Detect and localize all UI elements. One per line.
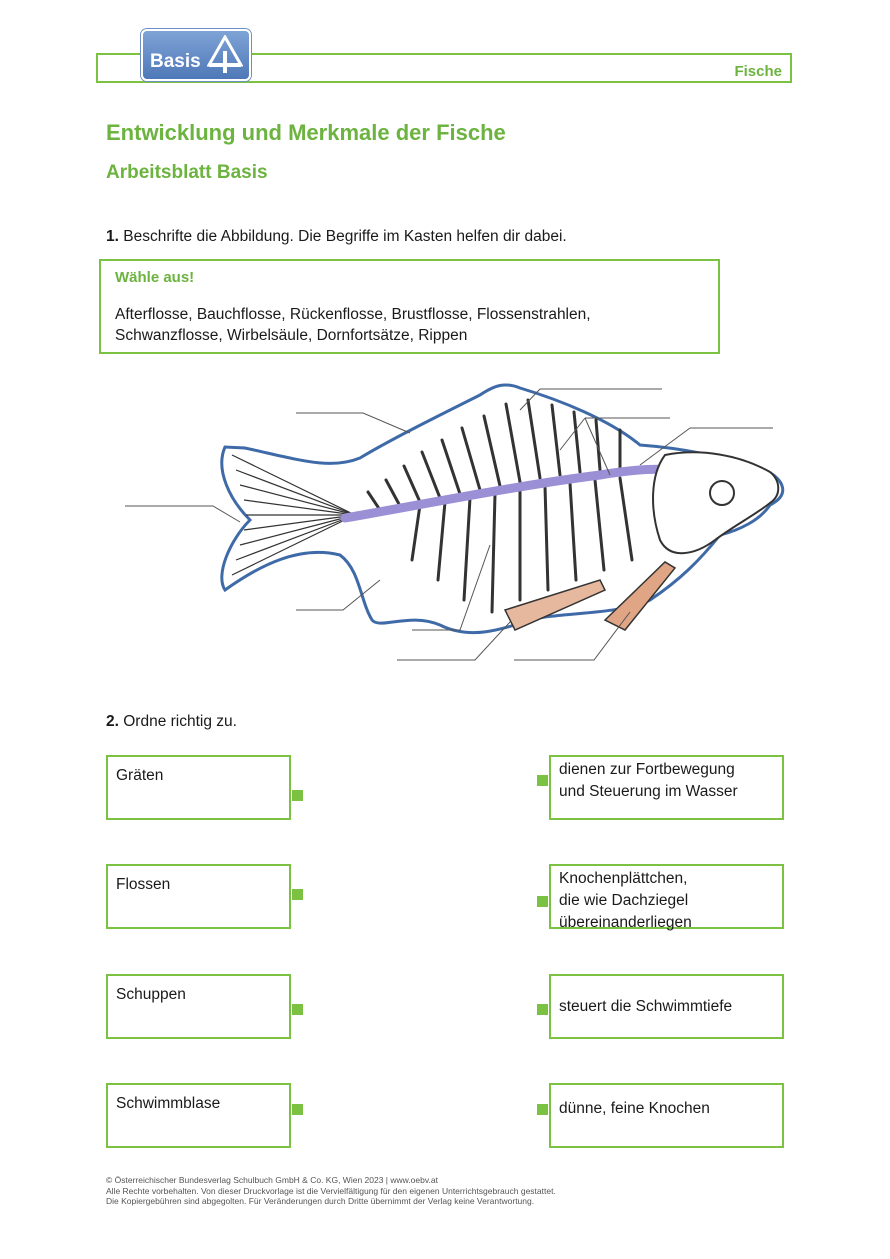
right-term-line: dienen zur Fortbewegung (559, 761, 735, 778)
left-term-box[interactable] (106, 864, 291, 929)
word-choice-line-2: Schwanzflosse, Wirbelsäule, Dornfortsätze, Rippen (115, 327, 468, 344)
basis-logo (141, 29, 251, 81)
left-term-box[interactable] (106, 974, 291, 1039)
word-choice-title: Wähle aus! (115, 269, 195, 286)
right-term-box[interactable] (549, 974, 784, 1039)
connector-dot-right[interactable] (537, 1104, 548, 1115)
right-term-box[interactable] (549, 755, 784, 820)
left-term-label: Schuppen (116, 986, 186, 1003)
left-term-label: Flossen (116, 876, 171, 893)
right-term-line: dünne, feine Knochen (559, 1100, 710, 1117)
left-term-box[interactable] (106, 755, 291, 820)
right-term-label (559, 759, 738, 803)
right-term-line: steuert die Schwimmtiefe (559, 998, 733, 1015)
connector-dot-right[interactable] (537, 1004, 548, 1015)
connector-dot-left[interactable] (292, 790, 303, 801)
word-choice-box (99, 259, 720, 354)
right-term-label (559, 868, 692, 934)
task-1 (106, 228, 567, 246)
right-term-line: und Steuerung im Wasser (559, 783, 738, 800)
word-choice-line-1: Afterflosse, Bauchflosse, Rückenflosse, Brustflosse, Flossenstrahlen, (115, 306, 591, 323)
left-term-box[interactable] (106, 1083, 291, 1148)
footer-line-3: Die Kopiergebühren sind abgegolten. Für Veränderungen durch Dritte übernimmt der Verlag keine Verantwortung. (106, 1196, 535, 1206)
logo-triangle-icon (207, 35, 243, 75)
right-term-line: Knochenplättchen, (559, 870, 688, 887)
right-term-line: die wie Dachziegel (559, 892, 689, 909)
page-subtitle: Arbeitsblatt Basis (106, 162, 268, 183)
left-term-label: Gräten (116, 767, 164, 784)
left-term-label: Schwimmblase (116, 1095, 221, 1112)
footer-line-1: © Österreichischer Bundesverlag Schulbuch GmbH & Co. KG, Wien 2023 | www.oebv.at (106, 1175, 438, 1185)
word-choice-list (115, 304, 695, 346)
right-term-box[interactable] (549, 1083, 784, 1148)
footer-line-2: Alle Rechte vorbehalten. Von dieser Druckvorlage ist die Vervielfältigung für den eigenen Unterrichtsgebrauch gestattet. (106, 1185, 556, 1196)
task-2-text: Ordne richtig zu. (123, 713, 237, 730)
subject-tag: Fische (734, 63, 782, 80)
task-1-text: Beschrifte die Abbildung. Die Begriffe im Kasten helfen dir dabei. (123, 228, 567, 245)
right-term-label (559, 1098, 710, 1120)
connector-dot-left[interactable] (292, 1004, 303, 1015)
connector-dot-left[interactable] (292, 1104, 303, 1115)
connector-dot-right[interactable] (537, 896, 548, 907)
copyright-footer (106, 1175, 556, 1207)
fish-skeleton-illustration (0, 370, 890, 670)
task-1-number: 1. (106, 228, 119, 245)
logo-text: Basis (150, 51, 201, 72)
task-2 (106, 713, 237, 731)
right-term-line: übereinanderliegen (559, 914, 692, 931)
right-term-box[interactable] (549, 864, 784, 929)
page-title: Entwicklung und Merkmale der Fische (106, 120, 506, 145)
fish-eye (710, 481, 734, 505)
right-term-label (559, 996, 732, 1018)
connector-dot-left[interactable] (292, 889, 303, 900)
connector-dot-right[interactable] (537, 775, 548, 786)
task-2-number: 2. (106, 713, 119, 730)
